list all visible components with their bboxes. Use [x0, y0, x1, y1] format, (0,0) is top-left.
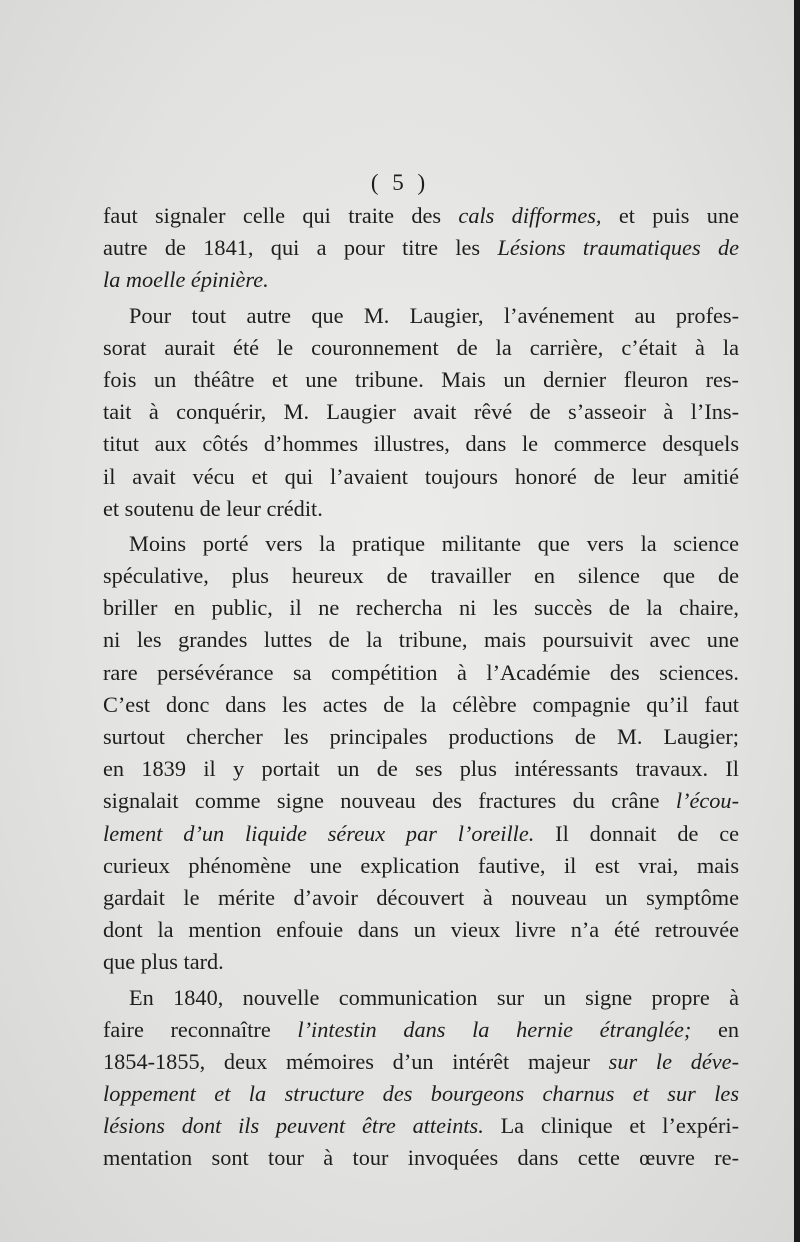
text-segment: La clinique et l’expéri- [483, 1113, 740, 1139]
text-segment: mentation sont tour à tour invoquées dans cette œuvre re- [103, 1145, 739, 1171]
italic-segment: la moelle épinière. [103, 267, 269, 293]
text-segment: signalait comme signe nouveau des fractures du crâne [103, 788, 676, 814]
text-segment: Moins porté vers la pratique militante que vers la science [129, 530, 739, 556]
text-line [103, 364, 739, 396]
text-line [103, 1014, 739, 1046]
text-segment: Il donnait de ce [534, 820, 739, 846]
text-line [103, 624, 739, 656]
text-line [103, 592, 739, 624]
text-segment: que plus tard. [103, 949, 224, 975]
text-segment: En 1840, nouvelle communication sur un signe propre à [129, 984, 739, 1010]
text-segment: curieux phénomène une explication fautive, il est vrai, mais [103, 852, 739, 878]
text-segment: en [691, 1016, 740, 1042]
text-line [103, 882, 739, 914]
italic-segment: sur le déve- [608, 1048, 740, 1074]
text-segment: et soutenu de leur crédit. [103, 495, 323, 521]
italic-segment: loppement et la structure des bourgeons charnus et sur les [103, 1081, 739, 1107]
text-line [103, 560, 739, 592]
text-line [103, 946, 739, 978]
text-segment: dont la mention enfouie dans un vieux livre n’a été retrouvée [103, 917, 739, 943]
text-line [103, 850, 739, 882]
italic-segment: lement d’un liquide séreux par l’oreille. [103, 820, 535, 846]
text-segment: spéculative, plus heureux de travailler en silence que de [103, 563, 739, 589]
text-segment: et puis une [601, 203, 739, 228]
paragraph [103, 300, 739, 525]
paragraph [103, 200, 739, 297]
text-line [103, 528, 739, 560]
text-line [103, 232, 739, 264]
text-line [103, 200, 739, 232]
text-segment: Pour tout autre que M. Laugier, l’avénement au profes- [129, 302, 739, 328]
text-line [103, 818, 739, 850]
page-number: ( 5 ) [370, 170, 430, 195]
text-line [103, 721, 739, 753]
text-line [103, 982, 739, 1014]
italic-segment: l’écou- [675, 788, 739, 814]
text-segment: surtout chercher les principales productions de M. Laugier; [103, 724, 739, 749]
text-segment: faut signaler celle qui traite des [103, 203, 459, 228]
text-line [103, 264, 739, 296]
text-line [103, 332, 739, 364]
text-line [103, 1078, 739, 1110]
text-segment: tait à conquérir, M. Laugier avait rêvé de s’asseoir à l’Ins- [103, 399, 739, 425]
text-line [103, 785, 739, 817]
text-segment: il avait vécu et qui l’avaient toujours honoré de leur amitié [103, 463, 739, 489]
italic-segment: cals difformes, [458, 203, 602, 228]
body-text [103, 200, 739, 1175]
text-segment: ni les grandes luttes de la tribune, mais poursuivit avec une [103, 627, 739, 653]
text-line [103, 300, 739, 332]
text-segment: C’est donc dans les actes de la célèbre compagnie qu’il faut [103, 691, 739, 717]
text-line [103, 753, 739, 785]
text-segment: sorat aurait été le couronnement de la carrière, c’était à la [103, 334, 739, 360]
text-line [103, 1110, 739, 1142]
text-line [103, 914, 739, 946]
text-segment: faire reconnaître [103, 1016, 298, 1042]
text-segment: autre de 1841, qui a pour titre les [103, 235, 498, 261]
text-line [103, 1046, 739, 1078]
text-segment: briller en public, il ne rechercha ni les succès de la chaire, [103, 595, 739, 621]
paragraph [103, 982, 739, 1175]
italic-segment: l’intestin dans la hernie étranglée; [297, 1016, 692, 1042]
text-segment: en 1839 il y portait un de ses plus intéressants travaux. Il [103, 756, 739, 782]
text-line [103, 461, 739, 493]
italic-segment: Lésions traumatiques de [497, 235, 740, 261]
text-line [103, 657, 739, 689]
text-line [103, 493, 739, 525]
text-segment: fois un théâtre et une tribune. Mais un dernier fleuron res- [103, 366, 739, 392]
paragraph [103, 528, 739, 979]
text-segment: rare persévérance sa compétition à l’Académie des sciences. [103, 659, 739, 685]
text-segment: 1854-1855, deux mémoires d’un intérêt majeur [103, 1048, 609, 1074]
text-line [103, 428, 739, 460]
text-segment: titut aux côtés d’hommes illustres, dans le commerce desquels [103, 431, 739, 457]
text-segment: gardait le mérite d’avoir découvert à nouveau un symptôme [103, 884, 739, 910]
italic-segment: lésions dont ils peuvent être atteints. [103, 1113, 484, 1139]
text-line [103, 396, 739, 428]
text-line [103, 689, 739, 721]
text-line [103, 1142, 739, 1174]
